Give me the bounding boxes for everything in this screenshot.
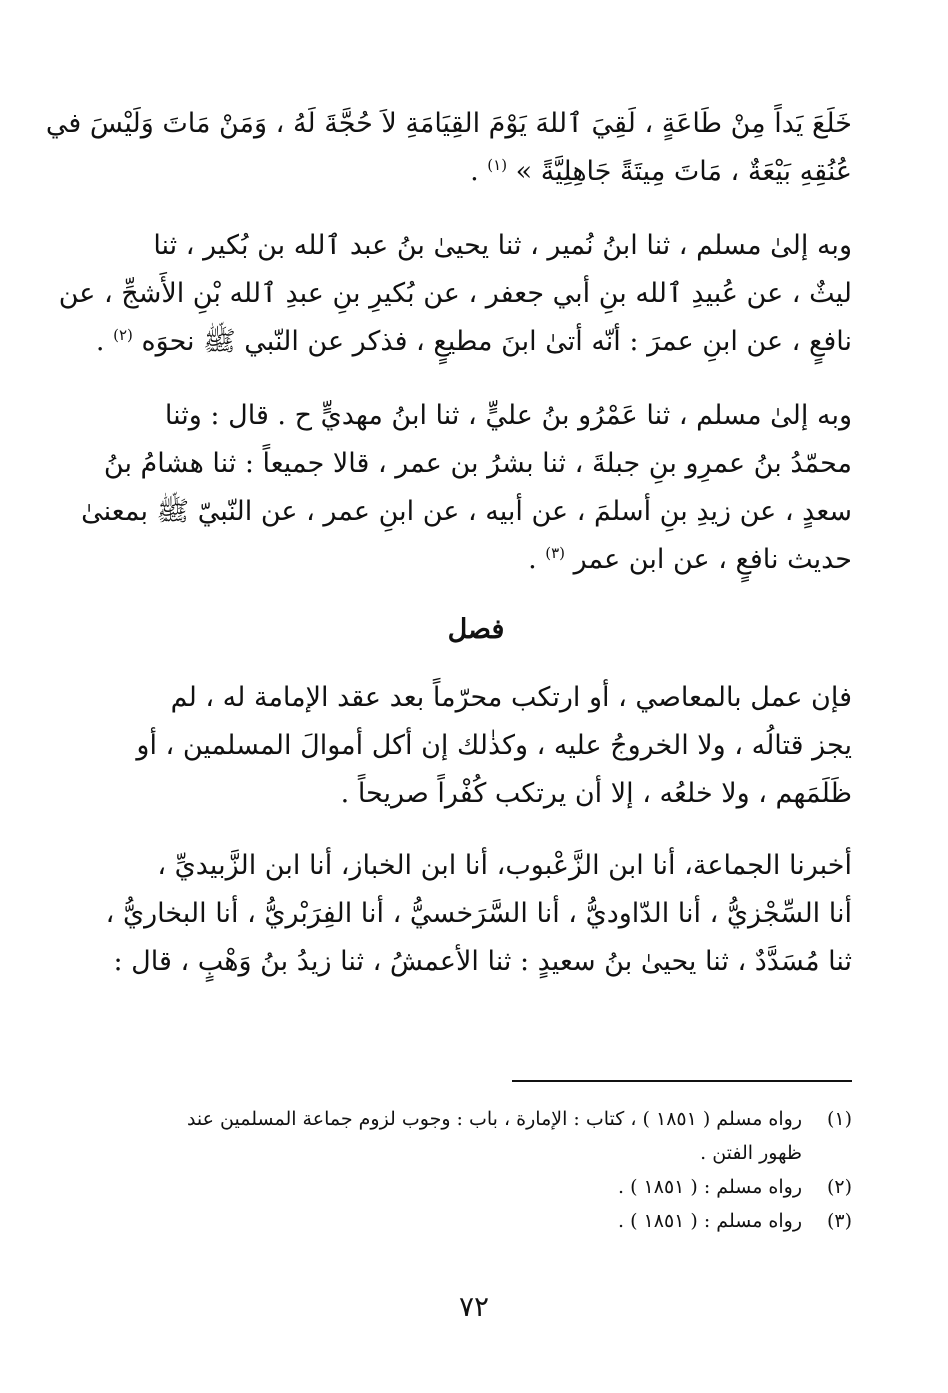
paragraph-line: وبه إلىٰ مسلم ، ثنا ابنُ نُمير ، ثنا يحيىٰ بنُ عبد ٱلله بن بُكير ، ثنا xyxy=(153,230,852,261)
footnote-item xyxy=(100,1102,852,1170)
paragraph-line: وبه إلىٰ مسلم ، ثنا عَمْرُو بنُ عليٍّ ، ثنا ابنُ مهديٍّ ح . قال : وثنا xyxy=(164,400,852,431)
paragraph-line: أنا السِّجْزيُّ ، أنا الدّاوديُّ ، أنا السَّرَخسيُّ ، أنا الفِرَبْريُّ ، أنا البخاريُّ ، xyxy=(105,898,852,929)
footnote-text xyxy=(100,1170,802,1204)
paragraph-4 xyxy=(100,674,852,818)
paragraph-line: سعدٍ ، عن زيدِ بنِ أسلمَ ، عن أبيه ، عن ابنِ عمر ، عن النّبيّ ﷺ بمعنىٰ xyxy=(81,496,852,527)
footnote-text xyxy=(100,1204,802,1238)
paragraph-line: عُنُقِهِ بَيْعَةٌ ، مَاتَ مِيتَةً جَاهِلِيَّةً » $^{(١)}$ . xyxy=(470,156,852,187)
footnote-item xyxy=(100,1204,852,1238)
footnote-line: ظهور الفتن . xyxy=(700,1142,802,1164)
page-number: ٧٢ xyxy=(458,1290,490,1323)
paragraph-line: يجز قتالُه ، ولا الخروجُ عليه ، وكذٰلك إن أكل أموالَ المسلمين ، أو xyxy=(136,730,852,761)
footnote-number: (٣) xyxy=(826,1210,852,1232)
paragraph-line: محمّدُ بنُ عمرِو بنِ جبلةَ ، ثنا بشرُ بن عمر ، قالا جميعاً : ثنا هشامُ بنُ xyxy=(103,448,852,479)
paragraph-5 xyxy=(100,842,852,986)
paragraph-line: نافعٍ ، عن ابنِ عمرَ : أنّه أتىٰ ابنَ مطيعٍ ، فذكر عن النّبي ﷺ نحوَه $^{(٢)}$ . xyxy=(95,326,852,357)
footnote-line: رواه مسلم ( ١٨٥١ ) ، كتاب : الإمارة ، باب : وجوب لزوم جماعة المسلمين عند xyxy=(186,1108,802,1130)
paragraph-line: خَلَعَ يَداً مِنْ طَاعَةٍ ، لَقِيَ ٱللهَ يَوْمَ القِيَامَةِ لاَ حُجَّةَ لَهُ ، وَمَنْ مَاتَ وَلَيْسَ في xyxy=(45,108,852,139)
footnote-ref-3[interactable]: (٣) xyxy=(545,544,566,562)
paragraph-line: ظَلَمَهم ، ولا خلعُه ، إلا أن يرتكب كُفْراً صريحاً . xyxy=(340,778,852,809)
footnote-ref-1[interactable]: (١) xyxy=(487,156,508,174)
paragraph-line: ليثٌ ، عن عُبيدِ ٱلله بنِ أبي جعفر ، عن بُكيرِ بنِ عبدِ ٱلله بْنِ الأَشجِّ ، عن xyxy=(58,278,852,309)
paragraph-line: فإن عمل بالمعاصي ، أو ارتكب محرّماً بعد عقد الإمامة له ، لم xyxy=(170,682,852,713)
section-heading: فصل xyxy=(447,614,505,645)
paragraph-3 xyxy=(81,392,852,584)
footnote-line: رواه مسلم : ( ١٨٥١ ) . xyxy=(618,1210,802,1232)
paragraph-2 xyxy=(58,222,852,366)
paragraph-line: حديث نافعٍ ، عن ابن عمر $^{(٣)}$ . xyxy=(528,544,852,575)
footnote-separator xyxy=(512,1080,852,1082)
footnote-number: (١) xyxy=(826,1108,852,1130)
paragraph-line: أخبرنا الجماعة، أنا ابن الزَّعْبوب، أنا ابن الخباز، أنا ابن الزَّبيديِّ ، xyxy=(157,850,852,881)
footnote-text xyxy=(100,1102,802,1170)
footnote-line: رواه مسلم : ( ١٨٥١ ) . xyxy=(618,1176,802,1198)
page-body xyxy=(45,100,852,986)
footnote-item xyxy=(100,1170,852,1204)
footnotes xyxy=(100,1102,852,1238)
footnote-ref-2[interactable]: (٢) xyxy=(113,326,133,344)
footnote-number: (٢) xyxy=(826,1176,852,1198)
paragraph-line: ثنا مُسَدَّدٌ ، ثنا يحيىٰ بنُ سعيدٍ : ثنا الأعمشُ ، ثنا زيدُ بنُ وَهْبٍ ، قال : xyxy=(113,946,852,977)
paragraph-1 xyxy=(45,100,852,196)
